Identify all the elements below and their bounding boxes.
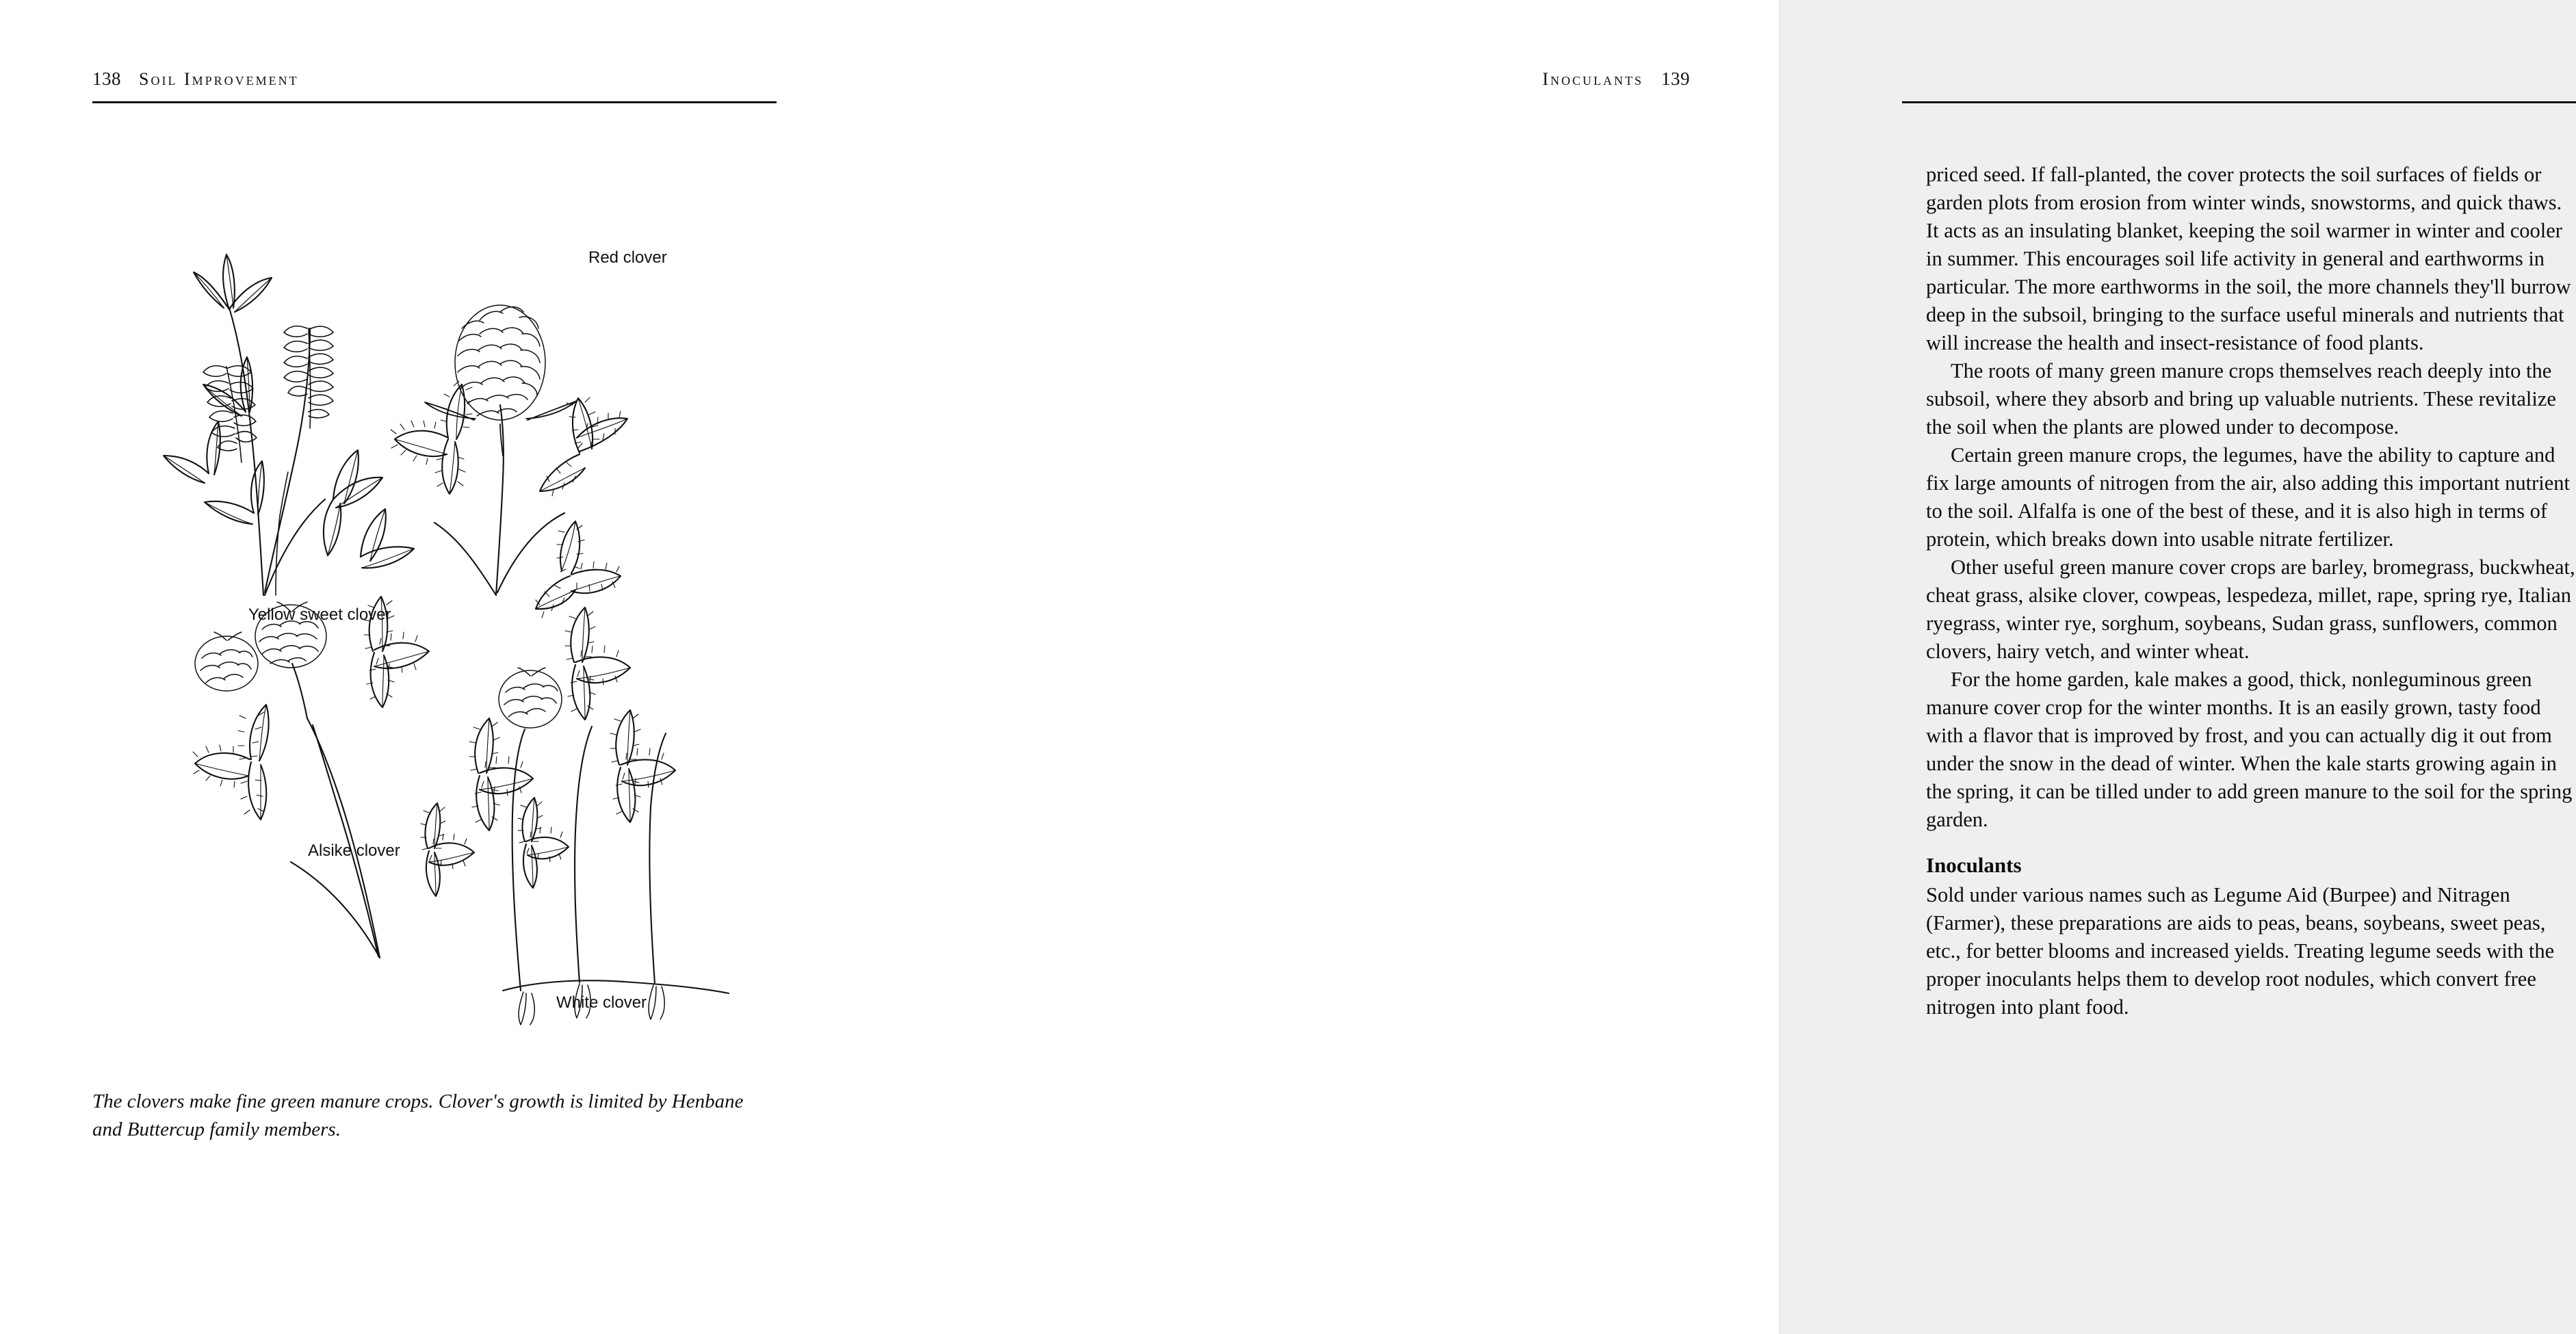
section-heading-inoculants: Inoculants	[1926, 853, 2022, 878]
body-text-column	[1926, 161, 2576, 1021]
right-page-folio: 139	[1661, 68, 1690, 89]
right-running-head	[1013, 68, 1690, 90]
right-running-title: Inoculants	[1542, 69, 1643, 89]
right-header-rule	[1902, 101, 2576, 103]
paragraph-cover-protects: priced seed. If fall-planted, the cover protects the soil surfaces of fields or garden plots from erosion from winter winds, snowstorms, and quick thaws. It acts as an insulating blanket, keeping the soil warmer in winter and cooler in summer. This encourages soil life activity in general and earthworms in particular. The more earthworms in the soil, the more channels they'll burrow deep in the subsoil, bringing to the surface useful minerals and nutrients that will increase the health and insect-resistance of food plants.	[1926, 163, 2571, 355]
figure-label-yellow-sweet-clover: Yellow sweet clover	[248, 605, 391, 624]
figure-label-white-clover: White clover	[556, 993, 647, 1012]
figure-label-alsike-clover: Alsike clover	[308, 841, 400, 860]
paragraph-roots: The roots of many green manure crops themselves reach deeply into the subsoil, where they absorb and bring up valuable nutrients. These revitalize the soil when the plants are plowed under to decompose.	[1926, 359, 2556, 439]
clover-illustration	[92, 157, 777, 1067]
figure-caption: The clovers make fine green manure crops. Clover's growth is limited by Henbane and Buttercup family members.	[92, 1090, 744, 1141]
left-running-title: Soil Improvement	[139, 69, 299, 89]
left-page	[0, 0, 889, 1334]
right-page	[889, 0, 2575, 1334]
paragraph-inoculants-body: Sold under various names such as Legume Aid (Burpee) and Nitragen (Farmer), these preparations are aids to peas, beans, soybeans, sweet peas, etc., for better blooms and increased yields. Treating legume seeds with the proper inoculants helps them to develop root nodules, which convert free nitrogen into plant food.	[1926, 883, 2555, 1019]
left-page-folio: 138	[92, 68, 121, 89]
paragraph-kale: For the home garden, kale makes a good, thick, nonleguminous green manure cover crop for the winter months. It is an easily grown, tasty food with a flavor that is improved by frost, and you can actually dig it out from under the snow in the dead of winter. When the kale starts growing again in the spring, it can be tilled under to add green manure to the soil for the spring garden.	[1926, 668, 2573, 832]
left-running-head	[92, 68, 770, 90]
figure-label-red-clover: Red clover	[588, 248, 667, 267]
paragraph-other-crops: Other useful green manure cover crops are barley, bromegrass, buckwheat, cheat grass, alsike clover, cowpeas, lespedeza, millet, rape, spring rye, Italian ryegrass, winter rye, sorghum, soybeans, Sudan grass, sunflowers, common clovers, hairy vetch, and winter wheat.	[1926, 555, 2575, 664]
left-header-rule	[92, 101, 777, 103]
paragraph-legumes: Certain green manure crops, the legumes, have the ability to capture and fix large amounts of nitrogen from the air, also adding this important nutrient to the soil. Alfalfa is one of the best of these, and it is also high in terms of protein, which breaks down into usable nitrate fertilizer.	[1926, 443, 2570, 551]
clover-illustration-svg	[92, 157, 777, 1067]
